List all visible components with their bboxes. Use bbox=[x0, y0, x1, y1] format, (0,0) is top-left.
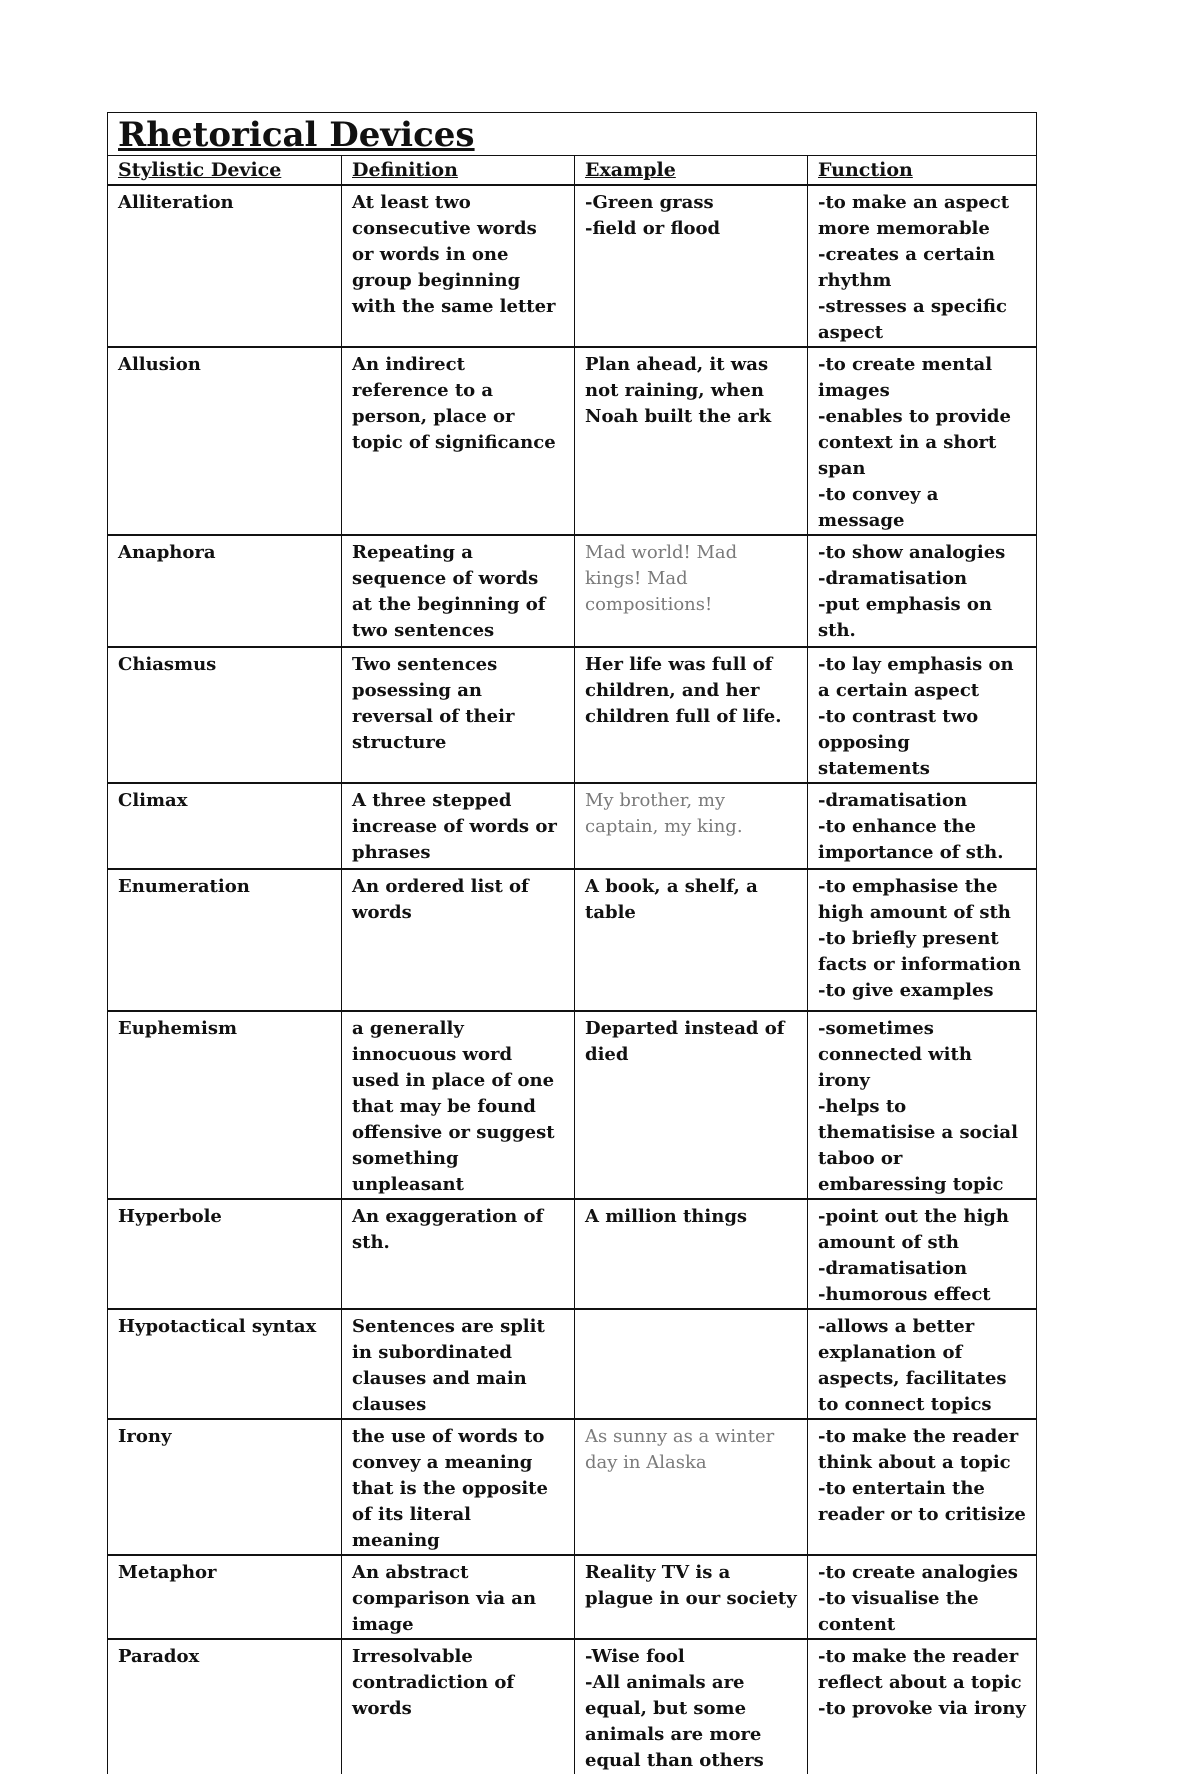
device-function: -dramatisation -to enhance the importance of sth. bbox=[808, 783, 1037, 869]
device-definition: An abstract comparison via an image bbox=[342, 1555, 575, 1639]
title-row bbox=[108, 113, 1037, 156]
device-name: Chiasmus bbox=[108, 647, 342, 783]
device-function: -point out the high amount of sth -dramatisation -humorous effect bbox=[808, 1199, 1037, 1309]
device-name: Hyperbole bbox=[108, 1199, 342, 1309]
device-example: -Green grass -field or flood bbox=[575, 185, 808, 347]
device-function: -to create analogies -to visualise the content bbox=[808, 1555, 1037, 1639]
device-function: -to show analogies -dramatisation -put emphasis on sth. bbox=[808, 535, 1037, 647]
device-definition: An exaggeration of sth. bbox=[342, 1199, 575, 1309]
device-definition: At least two consecutive words or words in one group beginning with the same letter bbox=[342, 185, 575, 347]
device-example: -Wise fool -All animals are equal, but some animals are more equal than others bbox=[575, 1639, 808, 1774]
device-definition: Irresolvable contradiction of words bbox=[342, 1639, 575, 1774]
device-name: Allusion bbox=[108, 347, 342, 535]
device-example: Reality TV is a plague in our society bbox=[575, 1555, 808, 1639]
device-example: My brother, my captain, my king. bbox=[575, 783, 808, 869]
table-row bbox=[108, 869, 1037, 1011]
device-example: Her life was full of children, and her children full of life. bbox=[575, 647, 808, 783]
column-header-definition: Definition bbox=[342, 156, 575, 186]
device-function: -to make the reader think about a topic -to entertain the reader or to critisize bbox=[808, 1419, 1037, 1555]
table-row bbox=[108, 1011, 1037, 1199]
device-definition: Sentences are split in subordinated clauses and main clauses bbox=[342, 1309, 575, 1419]
table-row bbox=[108, 1555, 1037, 1639]
device-example: A book, a shelf, a table bbox=[575, 869, 808, 1011]
device-example: Mad world! Mad kings! Mad compositions! bbox=[575, 535, 808, 647]
device-function: -to create mental images -enables to provide context in a short span -to convey a message bbox=[808, 347, 1037, 535]
rhetorical-devices-table bbox=[107, 112, 1037, 1774]
table-row bbox=[108, 1199, 1037, 1309]
device-definition: the use of words to convey a meaning that is the opposite of its literal meaning bbox=[342, 1419, 575, 1555]
table-row bbox=[108, 535, 1037, 647]
device-definition: A three stepped increase of words or phrases bbox=[342, 783, 575, 869]
table-row bbox=[108, 347, 1037, 535]
device-name: Enumeration bbox=[108, 869, 342, 1011]
device-example: As sunny as a winter day in Alaska bbox=[575, 1419, 808, 1555]
device-definition: Two sentences posessing an reversal of their structure bbox=[342, 647, 575, 783]
table-row bbox=[108, 1639, 1037, 1774]
device-name: Metaphor bbox=[108, 1555, 342, 1639]
device-name: Euphemism bbox=[108, 1011, 342, 1199]
device-definition: Repeating a sequence of words at the beginning of two sentences bbox=[342, 535, 575, 647]
device-name: Climax bbox=[108, 783, 342, 869]
header-row bbox=[108, 156, 1037, 186]
device-example bbox=[575, 1309, 808, 1419]
device-definition: An ordered list of words bbox=[342, 869, 575, 1011]
device-name: Paradox bbox=[108, 1639, 342, 1774]
column-header-example: Example bbox=[575, 156, 808, 186]
device-function: -to make the reader reflect about a topic -to provoke via irony bbox=[808, 1639, 1037, 1774]
device-name: Anaphora bbox=[108, 535, 342, 647]
device-function: -to make an aspect more memorable -creates a certain rhythm -stresses a specific aspect bbox=[808, 185, 1037, 347]
device-example: Departed instead of died bbox=[575, 1011, 808, 1199]
device-function: -allows a better explanation of aspects, facilitates to connect topics bbox=[808, 1309, 1037, 1419]
device-function: -to emphasise the high amount of sth -to briefly present facts or information -to give examples bbox=[808, 869, 1037, 1011]
table-row bbox=[108, 783, 1037, 869]
table-title: Rhetorical Devices bbox=[108, 113, 1037, 156]
table-row bbox=[108, 1309, 1037, 1419]
device-name: Hypotactical syntax bbox=[108, 1309, 342, 1419]
device-definition: a generally innocuous word used in place of one that may be found offensive or suggest something unpleasant bbox=[342, 1011, 575, 1199]
device-function: -to lay emphasis on a certain aspect -to contrast two opposing statements bbox=[808, 647, 1037, 783]
column-header-function: Function bbox=[808, 156, 1037, 186]
device-name: Irony bbox=[108, 1419, 342, 1555]
device-function: -sometimes connected with irony -helps to thematisise a social taboo or embaressing topic bbox=[808, 1011, 1037, 1199]
device-name: Alliteration bbox=[108, 185, 342, 347]
device-definition: An indirect reference to a person, place or topic of significance bbox=[342, 347, 575, 535]
table-row bbox=[108, 185, 1037, 347]
column-header-device: Stylistic Device bbox=[108, 156, 342, 186]
table-row bbox=[108, 647, 1037, 783]
device-example: Plan ahead, it was not raining, when Noah built the ark bbox=[575, 347, 808, 535]
device-example: A million things bbox=[575, 1199, 808, 1309]
table-row bbox=[108, 1419, 1037, 1555]
